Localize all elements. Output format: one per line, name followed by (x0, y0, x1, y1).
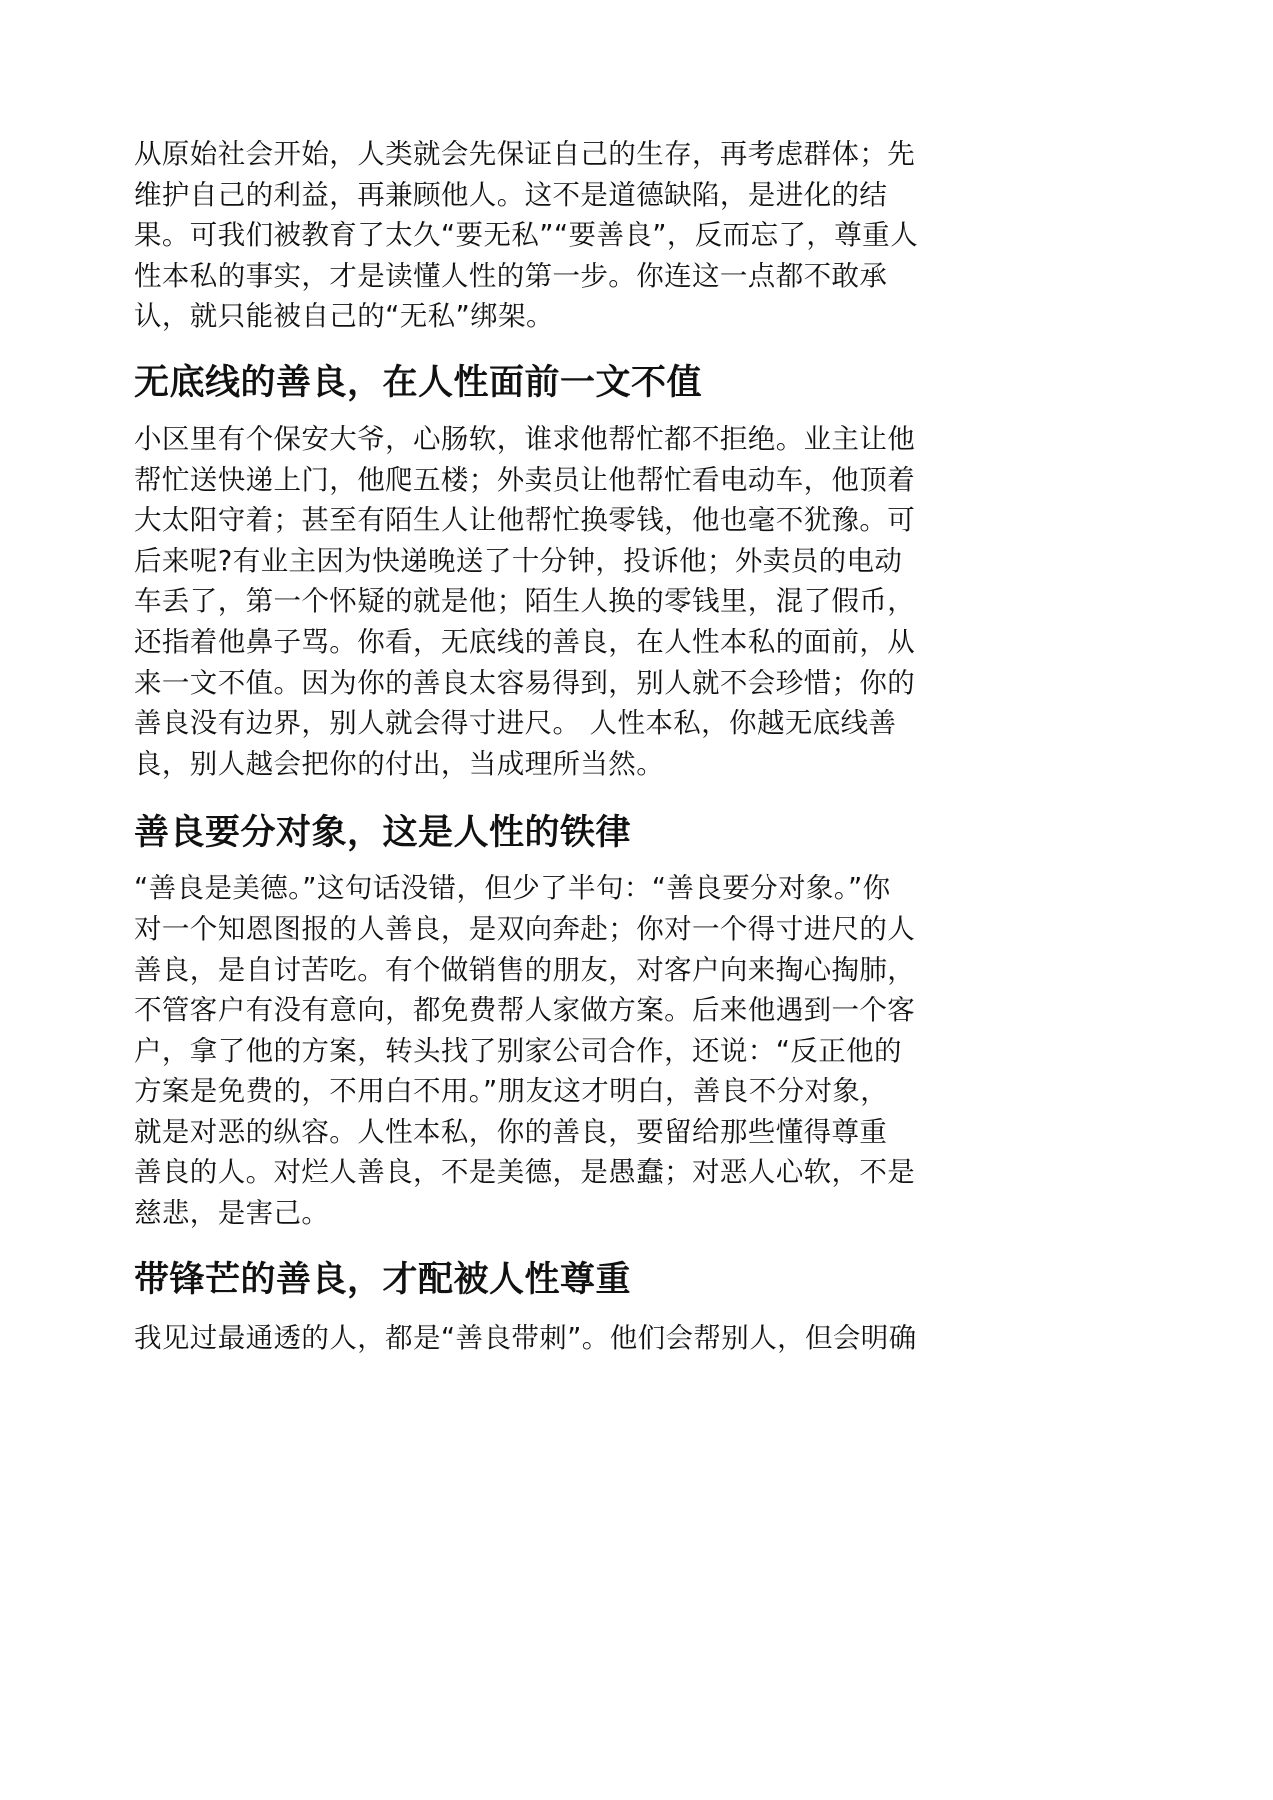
section-heading: 善良要分对象，这是人性的铁律 (134, 813, 632, 854)
text-line: 车丢了，第一个怀疑的就是他；陌生人换的零钱里，混了假币， (134, 585, 916, 618)
text-line: 认，就只能被自己的“无私”绑架。 (134, 300, 554, 333)
text-line: 大太阳守着；甚至有陌生人让他帮忙换零钱，他也毫不犹豫。可 (134, 504, 916, 537)
text-line: 小区里有个保安大爷，心肠软，谁求他帮忙都不拒绝。业主让他 (134, 422, 916, 455)
text-line: 来一文不值。因为你的善良太容易得到，别人就不会珍惜；你的 (134, 666, 916, 699)
text-line: 就是对恶的纵容。人性本私，你的善良，要留给那些懂得尊重 (134, 1115, 888, 1148)
text-line: “善良是美德。”这句话没错，但少了半句：“善良要分对象。”你 (134, 872, 891, 905)
section-paragraph (134, 419, 974, 784)
text-line: 后来呢?有业主因为快递晚送了十分钟，投诉他；外卖员的电动 (134, 544, 903, 577)
text-line: 善良，是自讨苦吃。有个做销售的朋友，对客户向来掏心掏肺， (134, 953, 916, 986)
text-line: 慈悲，是害己。 (134, 1197, 330, 1230)
section-paragraph (134, 868, 974, 1233)
section-heading: 无底线的善良，在人性面前一文不值 (134, 362, 703, 403)
text-line: 对一个知恩图报的人善良，是双向奔赴；你对一个得寸进尺的人 (134, 912, 916, 945)
text-line: 不管客户有没有意向，都免费帮人家做方案。后来他遇到一个客 (134, 994, 916, 1027)
section-heading: 带锋芒的善良，才配被人性尊重 (134, 1259, 632, 1300)
text-line: 从原始社会开始，人类就会先保证自己的生存，再考虑群体；先 (134, 138, 916, 170)
text-line: 户，拿了他的方案，转头找了别家公司合作，还说：“反正他的 (134, 1034, 902, 1067)
document-page (134, 134, 974, 1358)
text-line: 善良没有边界，别人就会得寸进尺。 人性本私，你越无底线善 (134, 707, 897, 740)
text-line: 我见过最通透的人，都是“善良带刺”。他们会帮别人，但会明确 (134, 1321, 917, 1354)
section-paragraph (134, 1318, 974, 1359)
text-line: 果。可我们被教育了太久“要无私”“要善良”，反而忘了，尊重人 (134, 219, 918, 252)
text-line: 性本私的事实，才是读懂人性的第一步。你连这一点都不敢承 (134, 259, 888, 292)
text-line: 维护自己的利益，再兼顾他人。这不是道德缺陷，是进化的结 (134, 178, 888, 211)
text-line: 方案是免费的，不用白不用。”朋友这才明白，善良不分对象， (134, 1075, 889, 1108)
text-line: 帮忙送快递上门，他爬五楼；外卖员让他帮忙看电动车，他顶着 (134, 463, 916, 496)
text-line: 还指着他鼻子骂。你看，无底线的善良，在人性本私的面前，从 (134, 625, 916, 658)
intro-paragraph (134, 134, 974, 337)
text-line: 良，别人越会把你的付出，当成理所当然。 (134, 747, 665, 780)
text-line: 善良的人。对烂人善良，不是美德，是愚蠢；对恶人心软，不是 (134, 1156, 916, 1189)
